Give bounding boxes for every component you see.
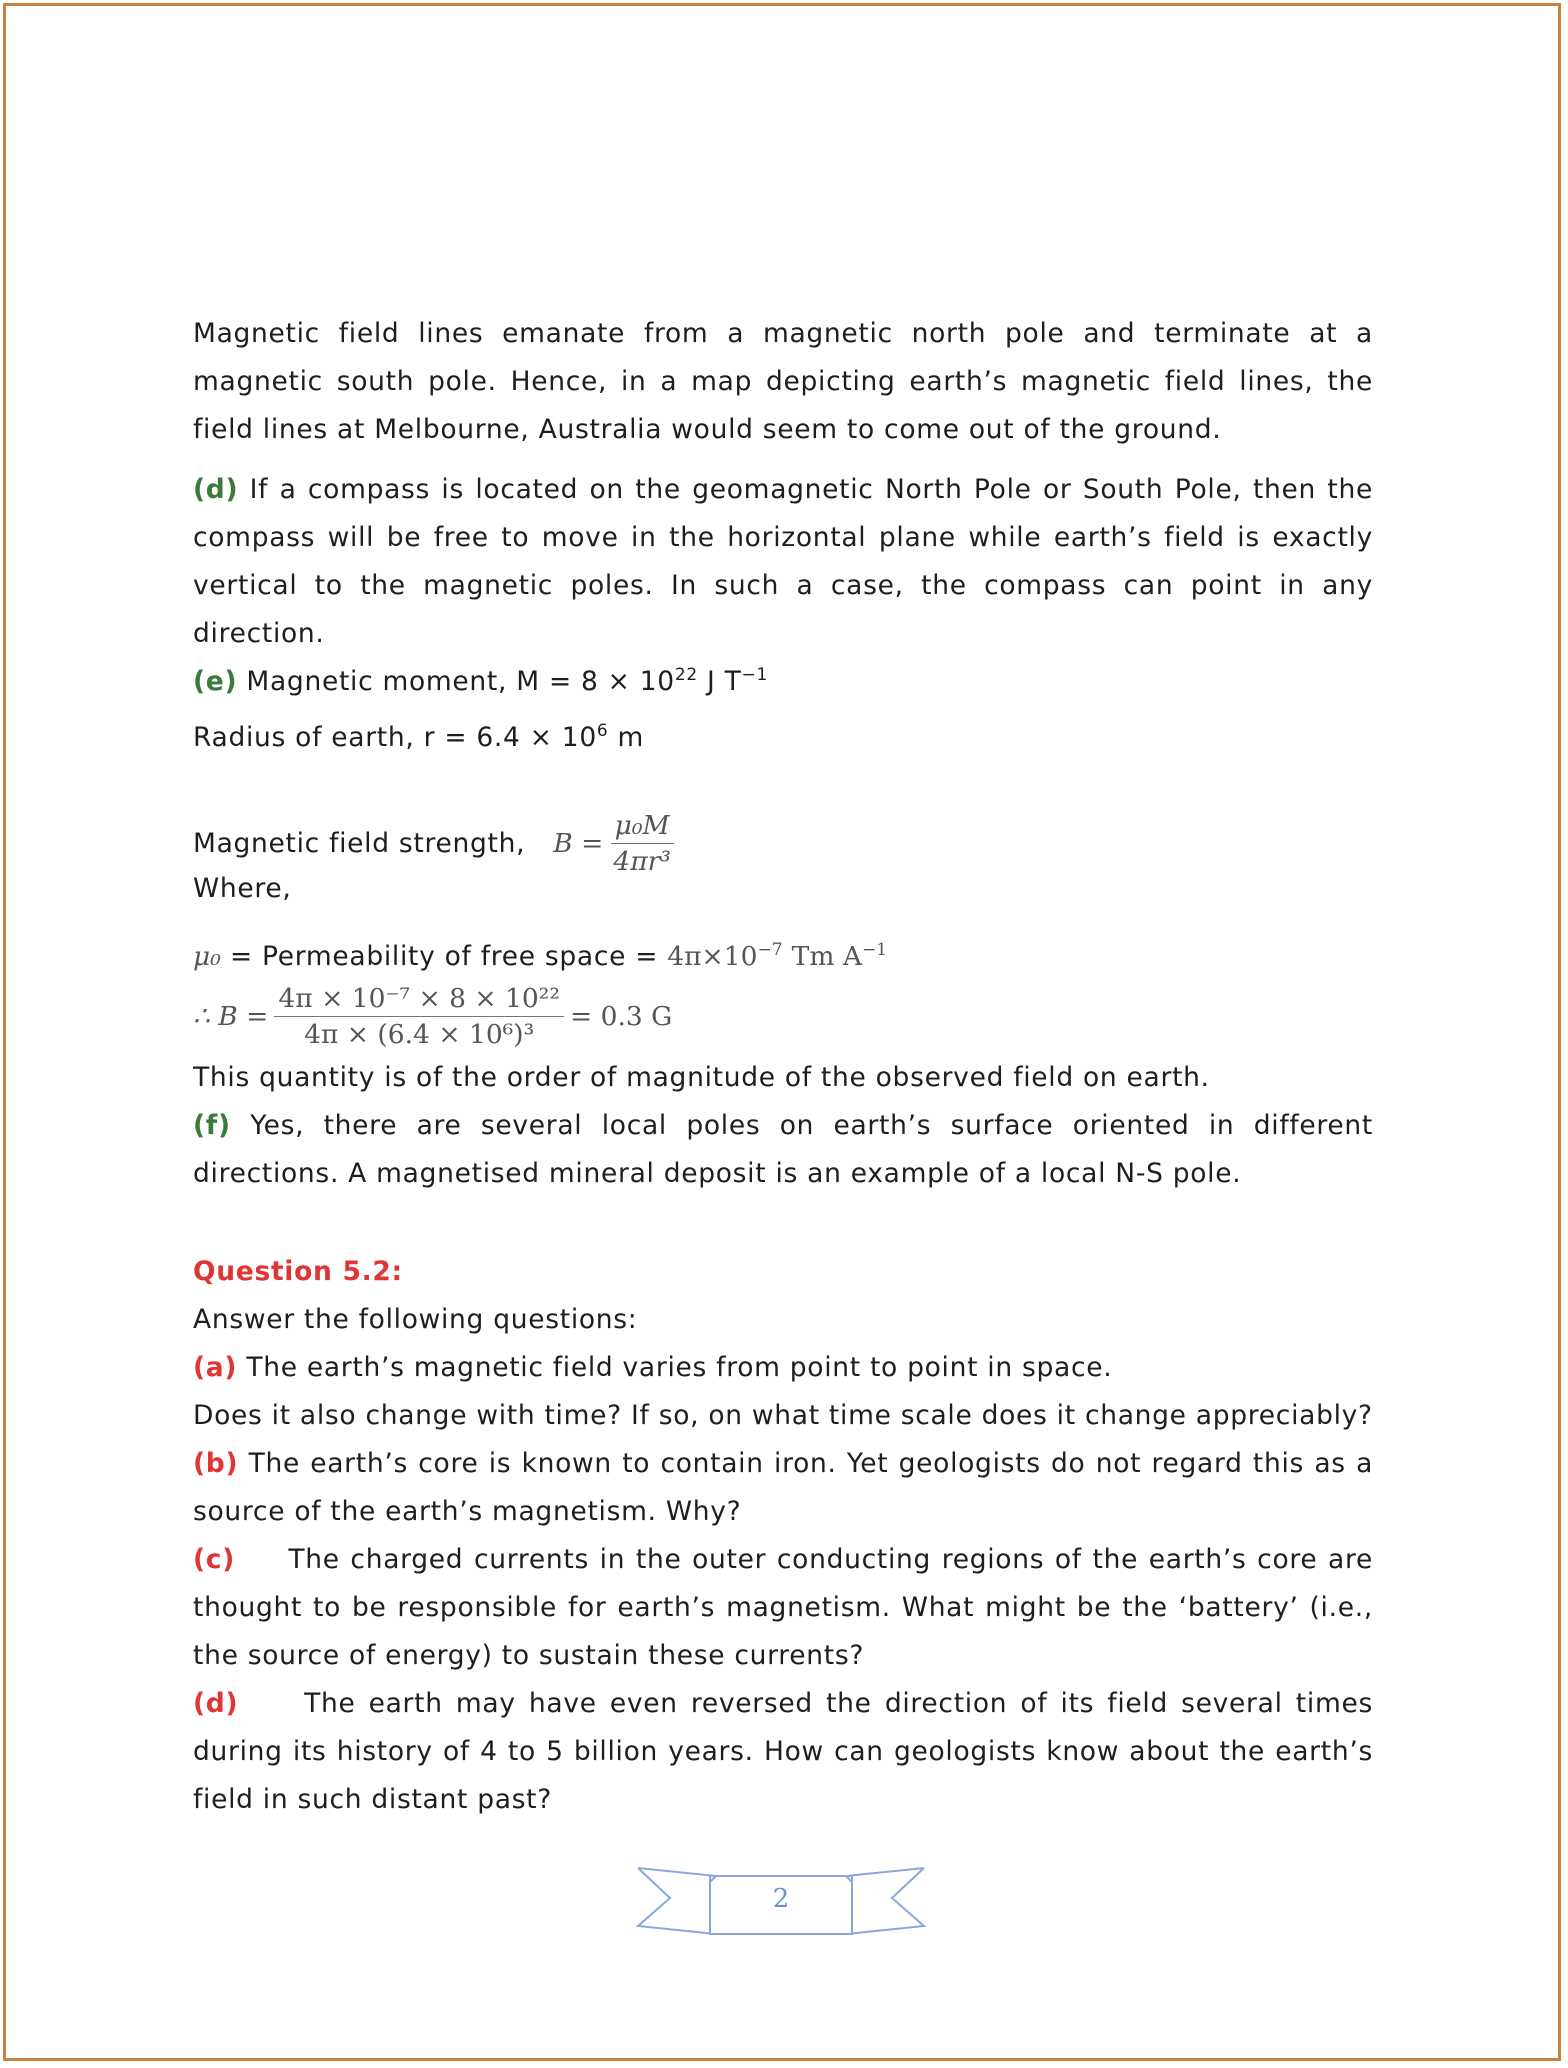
mu-symbol: μ₀	[193, 941, 221, 972]
radius-line	[193, 714, 1373, 762]
page-number: 2	[772, 1884, 790, 1914]
question-d	[193, 1680, 1373, 1824]
question-b-label: (b)	[193, 1448, 239, 1479]
radius-unit: m	[617, 722, 645, 753]
calc-lhs: ∴ B =	[193, 1001, 269, 1032]
question-b-text: The earth’s core is known to contain iron. Yet geologists do not regard this as a source of the earth’s magnetism. Why?	[193, 1448, 1374, 1527]
permeability-line	[193, 933, 1373, 981]
answer-f-text: Yes, there are several local poles on earth’s surface oriented in different directions. A magnetised mineral deposit is an example of a local N-S pole.	[193, 1110, 1374, 1189]
permeability-text: = Permeability of free space =	[229, 941, 659, 972]
question-title: Question 5.2:	[193, 1256, 403, 1287]
answer-e-label: (e)	[193, 666, 238, 697]
permeability-value: 4π×10	[667, 941, 758, 972]
page-number-ribbon	[636, 1864, 926, 1944]
answer-d-label: (d)	[193, 474, 239, 505]
field-fraction	[609, 810, 675, 877]
field-numerator: μ₀M	[611, 810, 674, 844]
question-a-continued: Does it also change with time? If so, on what time scale does it change appreciably?	[193, 1400, 1373, 1431]
question-a-text: The earth’s magnetic field varies from point to point in space.	[246, 1352, 1113, 1383]
magnetic-moment-unit-exponent: −1	[741, 665, 768, 686]
question-b	[193, 1440, 1373, 1536]
paragraph-field-lines: Magnetic field lines emanate from a magnetic north pole and terminate at a magnetic south pole. Hence, in a map depicting earth’s magnetic field lines, the field lines at Melbourne, Australia would seem to come out of the ground.	[193, 318, 1373, 445]
field-lhs: B =	[553, 828, 604, 859]
calc-fraction	[274, 983, 564, 1050]
radius-text: Radius of earth, r = 6.4 × 10	[193, 722, 597, 753]
where-label: Where,	[193, 873, 292, 904]
question-intro: Answer the following questions:	[193, 1304, 638, 1335]
question-c	[193, 1536, 1373, 1680]
calc-numerator: 4π × 10⁻⁷ × 8 × 10²²	[274, 983, 564, 1017]
question-c-text: The charged currents in the outer conducting regions of the earth’s core are thought to be responsible for earth’s magnetism. What might be the ‘battery’ (i.e., the source of energy) to sustain these currents?	[193, 1544, 1373, 1671]
calc-denominator: 4π × (6.4 × 10⁶)³	[304, 1019, 535, 1050]
calc-result: = 0.3 G	[569, 1001, 673, 1032]
question-d-label: (d)	[193, 1688, 239, 1719]
magnetic-moment-unit: J T	[707, 666, 742, 697]
question-a	[193, 1344, 1373, 1392]
question-a-label: (a)	[193, 1352, 238, 1383]
answer-d-text: If a compass is located on the geomagnetic North Pole or South Pole, then the compass will be free to move in the horizontal plane while earth’s field is exactly vertical to the magnetic poles. In such a case, the compass can point in any direction.	[193, 474, 1373, 649]
magnetic-moment-exponent: 22	[674, 665, 698, 686]
order-of-magnitude-text: This quantity is of the order of magnitude of the observed field on earth.	[193, 1062, 1210, 1093]
answer-f	[193, 1102, 1373, 1198]
answer-f-label: (f)	[193, 1110, 231, 1141]
permeability-exponent: −7	[757, 940, 783, 961]
answer-e	[193, 658, 1373, 706]
permeability-unit: Tm A	[791, 941, 863, 972]
question-c-label: (c)	[193, 1544, 236, 1575]
question-d-text: The earth may have even reversed the direction of its field several times during its history of 4 to 5 billion years. How can geologists know about the earth’s field in such distant past?	[193, 1688, 1373, 1815]
radius-exponent: 6	[596, 721, 609, 742]
field-denominator: 4πr³	[613, 846, 671, 877]
page-content	[193, 310, 1373, 1824]
field-strength-label: Magnetic field strength,	[193, 828, 526, 859]
answer-d	[193, 466, 1373, 658]
calculation-formula	[193, 983, 1373, 1050]
permeability-unit-exponent: −1	[862, 940, 888, 961]
magnetic-moment-text: Magnetic moment, M = 8 × 10	[246, 666, 675, 697]
